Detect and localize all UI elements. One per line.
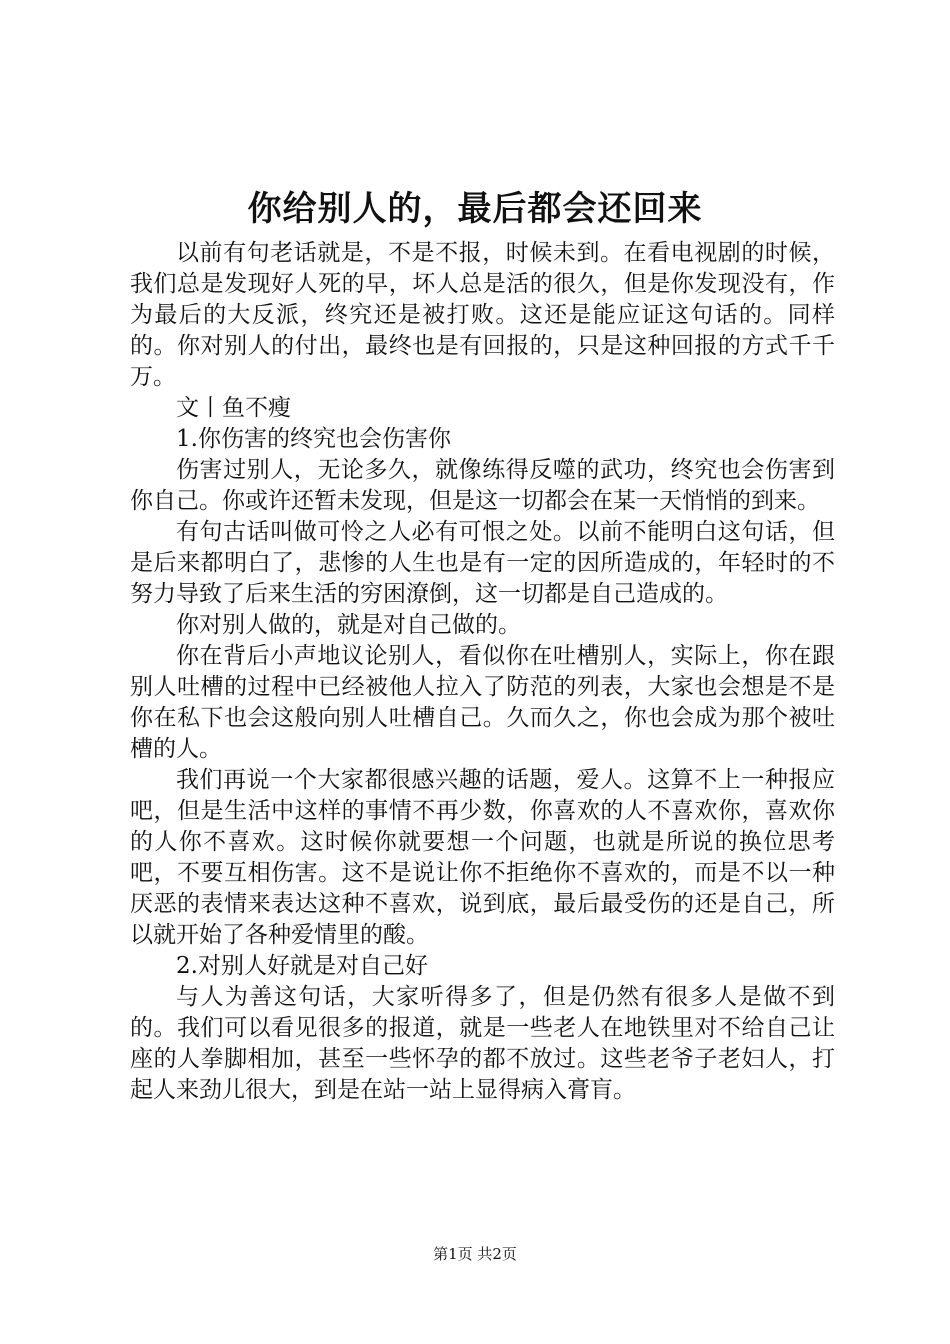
paragraph-intro: 以前有句老话就是，不是不报，时候未到。在看电视剧的时候，我们总是发现好人死的早，坏人总是活的很久，但是你发现没有，作为最后的大反派，终究还是被打败。这还是能应证这句话的。同样的。你对别人的付出，最终也是有回报的，只是这种回报的方式千千万。 bbox=[130, 240, 835, 390]
section-heading-2: 2.对别人好就是对自己好 bbox=[176, 953, 428, 979]
paragraph: 你对别人做的，就是对自己做的。 bbox=[176, 612, 521, 638]
paragraph: 我们再说一个大家都很感兴趣的话题，爱人。这算不上一种报应吧，但是生活中这样的事情不再少数，你喜欢的人不喜欢你，喜欢你的人你不喜欢。这时候你就要想一个问题，也就是所说的换位思考吧，不要互相伤害。这不是说让你不拒绝你不喜欢的，而是不以一种厌恶的表情来表达这种不喜欢，说到底，最后最受伤的还是自己，所以就开始了各种爱情里的酸。 bbox=[130, 767, 835, 948]
paragraph: 你在背后小声地议论别人，看似你在吐槽别人，实际上，你在跟别人吐槽的过程中已经被他人拉入了防范的列表，大家也会想是不是你在私下也会这般向别人吐槽自己。久而久之，你也会成为那个被吐槽的人。 bbox=[130, 643, 835, 762]
paragraph: 伤害过别人，无论多久，就像练得反噬的武功，终究也会伤害到你自己。你或许还暂未发现，但是这一切都会在某一天悄悄的到来。 bbox=[130, 457, 835, 514]
page-footer: 第1页 共2页 bbox=[433, 1245, 517, 1263]
section-heading-1: 1.你伤害的终究也会伤害你 bbox=[176, 426, 451, 452]
paragraph: 有句古话叫做可怜之人必有可恨之处。以前不能明白这句话，但是后来都明白了，悲惨的人生也是有一定的因所造成的，年轻时的不努力导致了后来生活的穷困潦倒，这一切都是自己造成的。 bbox=[130, 519, 835, 607]
document-body bbox=[130, 238, 835, 1106]
paragraph: 与人为善这句话，大家听得多了，但是仍然有很多人是做不到的。我们可以看见很多的报道，就是一些老人在地铁里对不给自己让座的人拳脚相加，甚至一些怀孕的都不放过。这些老爷子老妇人，打起人来劲儿很大，到是在站一站上显得病入膏肓。 bbox=[130, 984, 835, 1103]
paragraph-author: 文丨鱼不瘦 bbox=[176, 395, 291, 421]
document-title: 你给别人的，最后都会还回来 bbox=[247, 189, 703, 229]
